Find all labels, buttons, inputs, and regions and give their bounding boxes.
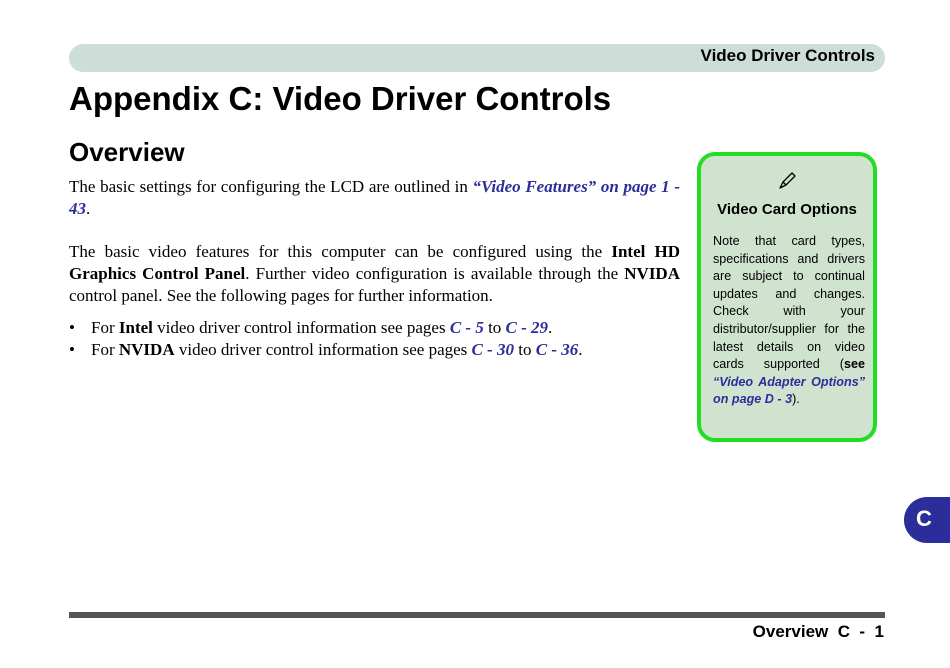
intro-paragraph (69, 176, 680, 220)
bullet-text: to (483, 318, 506, 337)
driver-list (69, 317, 680, 361)
bullet-text: For (91, 318, 119, 337)
features-text-3: control panel. See the following pages for further information. (69, 286, 493, 305)
page-link-end[interactable]: C - 29 (505, 318, 549, 337)
list-item (69, 339, 680, 361)
sidebox-title: Video Card Options (717, 201, 857, 218)
bullet-text: video driver control information see pages (152, 318, 450, 337)
features-text-1: The basic video features for this computer can be configured using the (69, 242, 612, 261)
bullet-brand: Intel (118, 318, 153, 337)
features-text-2: . Further video configuration is available through the (245, 264, 625, 283)
header-title: Video Driver Controls (700, 46, 875, 65)
page-title: Appendix C: Video Driver Controls (69, 80, 612, 117)
sidebox-see: see (843, 357, 865, 372)
list-item (69, 317, 680, 339)
pencil-icon (701, 170, 873, 197)
page-link-start[interactable]: C - 5 (449, 318, 484, 337)
bullet-text: . (548, 318, 553, 337)
page-link-start[interactable]: C - 30 (471, 340, 515, 359)
sidebox-text (713, 233, 865, 409)
bullet-text: For (91, 340, 119, 359)
section-title: Overview (69, 137, 185, 167)
nvidia-name: NVIDA (624, 264, 680, 283)
bullet-text: . (578, 340, 583, 359)
intro-end: . (86, 199, 91, 218)
sidebox-end: ). (792, 392, 800, 407)
intro-text: The basic settings for configuring the LCD are outlined in (69, 177, 473, 196)
bullet-text: to (514, 340, 536, 359)
bullet-text: video driver control information see pages (174, 340, 472, 359)
video-adapter-options-link[interactable]: “Video Adapter Options” on page D - 3 (713, 374, 865, 407)
footer-page-label: Overview C - 1 (752, 622, 884, 641)
features-paragraph (69, 241, 680, 307)
sidebox-body: Note that card types, specifications and drivers are subject to continual updates and changes. Check with your distributor/supplier for the latest details on video cards supported ( (713, 234, 865, 372)
page-link-end[interactable]: C - 36 (535, 340, 579, 359)
video-card-options-box (697, 152, 877, 442)
bullet-brand: NVIDA (118, 340, 175, 359)
chapter-tab[interactable] (904, 497, 950, 543)
intel-panel-name: Intel HD Graphics Control Panel (69, 242, 681, 283)
header-bar (69, 44, 885, 72)
bullet-icon: • (69, 340, 75, 359)
video-features-link[interactable]: “Video Features” on page 1 - 43 (69, 177, 680, 218)
chapter-tab-letter: C (916, 506, 932, 531)
bullet-icon: • (69, 318, 75, 337)
footer-divider (69, 612, 885, 618)
